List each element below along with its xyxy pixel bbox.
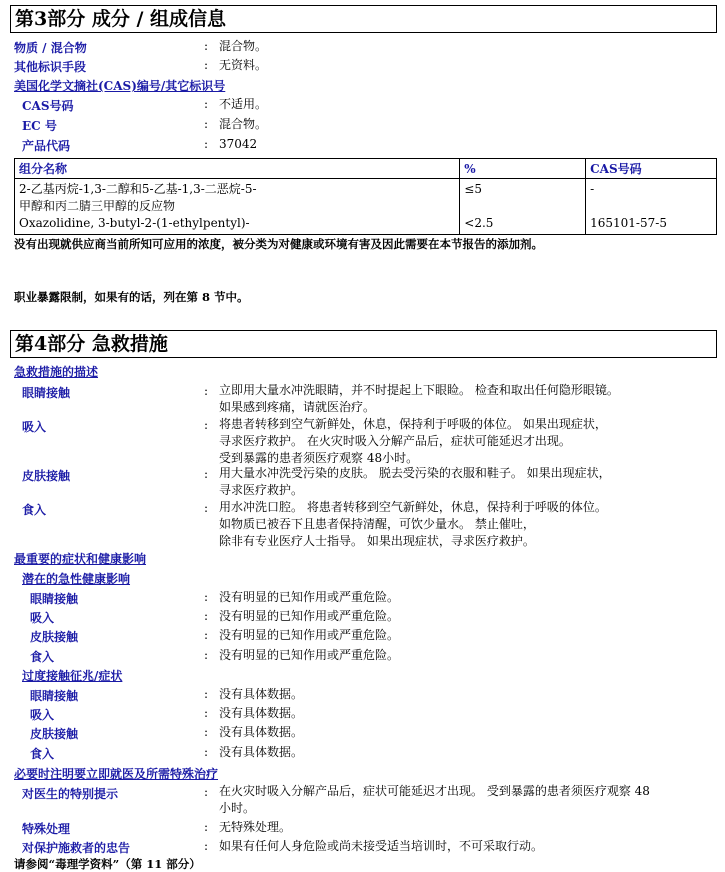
acute-skin-label: 皮肤接触 [30, 630, 79, 644]
symptoms-heading: 最重要的症状和健康影响 [14, 552, 147, 566]
measure-ingestion-label: 食入 [22, 503, 47, 517]
acute-inhalation-label: 吸入 [30, 611, 55, 625]
acute-effects-heading: 潜在的急性健康影响 [22, 572, 131, 586]
table-header-row [15, 159, 717, 179]
physician-notes-label: 对医生的特别提示 [22, 787, 119, 801]
overexposure-heading: 过度接触征兆/症状 [22, 669, 123, 683]
special-treatment-label: 特殊处理 [22, 822, 71, 836]
text-line: 除非有专业医疗人士指导。 如果出现症状，寻求医疗救护。 [219, 534, 535, 548]
physician-notes-value [219, 783, 650, 817]
other-id-label: 其他标识手段 [14, 60, 87, 74]
first-aid-desc-heading: 急救措施的描述 [14, 365, 99, 379]
text-line: 立即用大量水冲洗眼睛，并不时提起上下眼睑。 检查和取出任何隐形眼镜。 [219, 383, 619, 397]
overexposure-inhalation-value: 没有具体数据。 [219, 706, 304, 720]
text-line: 用大量水冲洗受污染的皮肤。 脱去受污染的衣服和鞋子。 如果出现症状， [219, 466, 611, 480]
component-name-line: Oxazolidine, 3-butyl-2-(1-ethylpentyl)- [19, 216, 250, 230]
overexposure-eye-value: 没有具体数据。 [219, 687, 304, 701]
measure-eye-value [219, 382, 619, 416]
ec-number-value: 混合物。 [219, 117, 268, 131]
other-id-value: 无资料。 [219, 58, 268, 72]
component-cas: - [586, 179, 717, 216]
colon: : [204, 839, 209, 853]
colon: : [204, 467, 209, 481]
overexposure-skin-value: 没有具体数据。 [219, 725, 304, 739]
colon: : [204, 384, 209, 398]
colon: : [204, 785, 209, 799]
text-line: 小时。 [219, 801, 256, 815]
colon: : [204, 590, 209, 604]
header-component-name: 组分名称 [15, 159, 460, 179]
ec-number-label: EC 号 [22, 119, 57, 133]
component-name-line: 甲醇和丙二腈三甲醇的反应物 [19, 199, 176, 213]
text-line: 将患者转移到空气新鲜处，休息，保持利于呼吸的体位。 如果出现症状， [219, 417, 607, 431]
colon: : [204, 745, 209, 759]
colon: : [204, 501, 209, 515]
colon: : [204, 117, 209, 131]
substance-label: 物质 / 混合物 [14, 41, 87, 55]
text-line: 寻求医疗救护。 [219, 483, 304, 497]
medical-attention-heading: 必要时注明要立即就医及所需特殊治疗 [14, 767, 219, 781]
text-line: 如果感到疼痛，请就医治疗。 [219, 400, 376, 414]
colon: : [204, 648, 209, 662]
table-row [15, 215, 717, 235]
text-line: 在火灾时吸入分解产品后，症状可能延迟才出现。 受到暴露的患者须医疗观察 48 [219, 784, 650, 798]
colon: : [204, 137, 209, 151]
product-code-label: 产品代码 [22, 139, 71, 153]
acute-ingestion-label: 食入 [30, 650, 55, 664]
colon: : [204, 609, 209, 623]
measure-skin-label: 皮肤接触 [22, 469, 71, 483]
measure-skin-value [219, 465, 611, 499]
cas-number-label: CAS号码 [22, 99, 74, 113]
colon: : [204, 820, 209, 834]
component-name-line: 2-乙基丙烷-1,3-二醇和5-乙基-1,3-二恶烷-5- [19, 182, 257, 196]
special-treatment-value: 无特殊处理。 [219, 820, 292, 834]
measure-eye-label: 眼睛接触 [22, 386, 71, 400]
acute-eye-value: 没有明显的已知作用或严重危险。 [219, 590, 400, 604]
measure-inhalation-label: 吸入 [22, 420, 47, 434]
rescuer-advice-label: 对保护施救者的忠告 [22, 841, 131, 855]
colon: : [204, 628, 209, 642]
additives-note: 没有出现就供应商当前所知可应用的浓度，被分类为对健康或环境有害及因此需要在本节报告的添加剂。 [14, 237, 543, 251]
acute-eye-label: 眼睛接触 [30, 592, 79, 606]
component-percent: <2.5 [460, 215, 586, 235]
composition-table [14, 158, 717, 235]
colon: : [204, 58, 209, 72]
section3-title: 第3部分 成分 / 组成信息 [10, 5, 717, 33]
colon: : [204, 97, 209, 111]
overexposure-ingestion-value: 没有具体数据。 [219, 745, 304, 759]
rescuer-advice-value: 如果有任何人身危险或尚未接受适当培训时，不可采取行动。 [219, 839, 544, 853]
acute-inhalation-value: 没有明显的已知作用或严重危险。 [219, 609, 400, 623]
cas-number-value: 不适用。 [219, 97, 268, 111]
component-cas: 165101-57-5 [586, 215, 717, 235]
overexposure-skin-label: 皮肤接触 [30, 727, 79, 741]
section4-title: 第4部分 急救措施 [10, 330, 717, 358]
colon: : [204, 725, 209, 739]
exposure-limits-note: 职业暴露限制，如果有的话，列在第 8 节中。 [14, 290, 249, 304]
text-line: 用水冲洗口腔。 将患者转移到空气新鲜处，休息，保持利于呼吸的体位。 [219, 500, 607, 514]
colon: : [204, 706, 209, 720]
acute-skin-value: 没有明显的已知作用或严重危险。 [219, 628, 400, 642]
colon: : [204, 418, 209, 432]
table-row [15, 179, 717, 216]
colon: : [204, 39, 209, 53]
cas-heading: 美国化学文摘社(CAS)编号/其它标识号 [14, 79, 226, 93]
overexposure-eye-label: 眼睛接触 [30, 689, 79, 703]
product-code-value: 37042 [219, 137, 258, 151]
colon: : [204, 687, 209, 701]
header-percent: % [460, 159, 586, 179]
measure-ingestion-value [219, 499, 607, 550]
substance-value: 混合物。 [219, 39, 268, 53]
text-line: 如物质已被吞下且患者保持清醒，可饮少量水。 禁止催吐， [219, 517, 535, 531]
text-line: 受到暴露的患者须医疗观察 48小时。 [219, 451, 419, 465]
overexposure-inhalation-label: 吸入 [30, 708, 55, 722]
measure-inhalation-value [219, 416, 607, 467]
overexposure-ingestion-label: 食入 [30, 747, 55, 761]
header-cas: CAS号码 [586, 159, 717, 179]
component-percent: ≤5 [460, 179, 586, 216]
toxicology-reference: 请参阅“毒理学资料”（第 11 部分） [14, 857, 201, 871]
acute-ingestion-value: 没有明显的已知作用或严重危险。 [219, 648, 400, 662]
text-line: 寻求医疗救护。 在火灾时吸入分解产品后，症状可能延迟才出现。 [219, 434, 571, 448]
